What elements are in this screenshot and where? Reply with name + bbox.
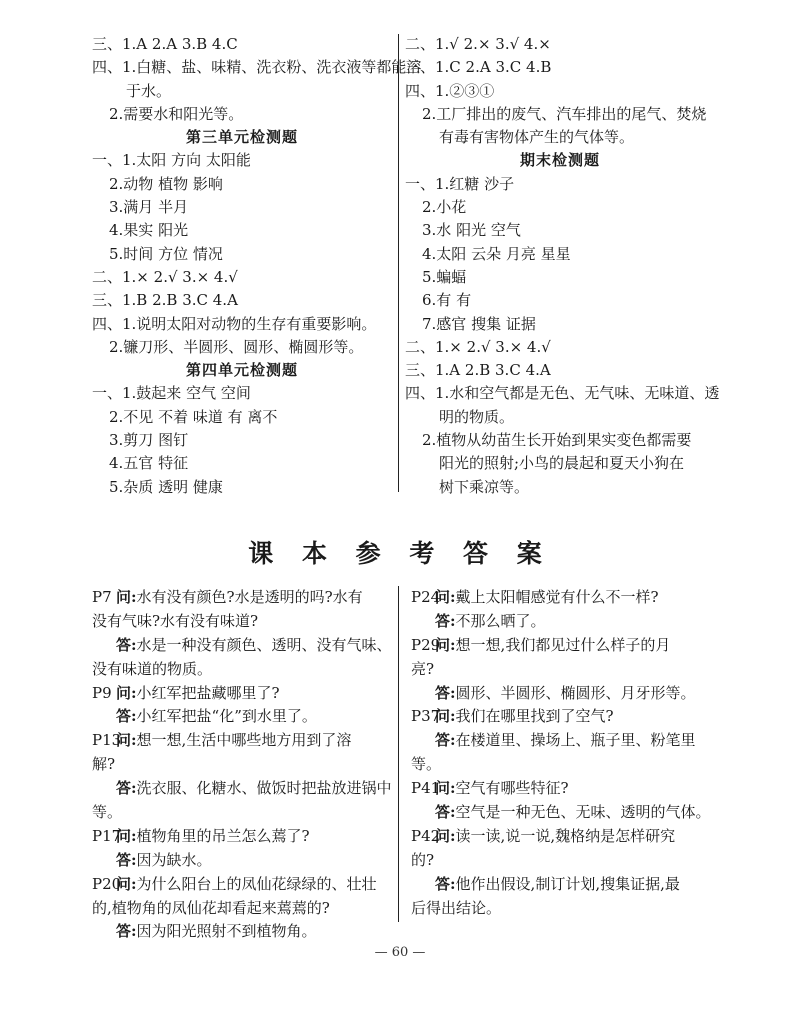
question-line (92, 729, 392, 753)
line-text: 我们在哪里找到了空气? (455, 707, 614, 726)
bottom-left-column (92, 586, 392, 944)
answer-line: 一、1.鼓起来 空气 空间 (92, 384, 251, 403)
answer-line: 三、1.B 2.B 3.C 4.A (92, 291, 238, 310)
continuation-line (92, 658, 392, 682)
bottom-right-column (411, 586, 721, 920)
answer-line: 有毒有害物体产生的气体等。 (439, 128, 635, 147)
line-text: 小红军把盐“化”到水里了。 (136, 707, 317, 726)
line-text: 等。 (411, 755, 442, 774)
line-text: 空气有哪些特征? (455, 779, 569, 798)
continuation-line (411, 897, 721, 921)
line-text: 空气是一种无色、无味、透明的气体。 (455, 803, 711, 822)
continuation-line (411, 658, 721, 682)
answer-line: 三、1.A 2.A 3.B 4.C (92, 35, 238, 53)
page-ref: P9 (92, 683, 112, 702)
section-heading: 第三单元检测题 (185, 128, 298, 147)
question-label: 问: (435, 588, 456, 606)
question-line (92, 873, 392, 897)
question-label: 问: (435, 707, 456, 726)
question-line (92, 586, 392, 610)
continuation-line (92, 610, 392, 634)
answer-line: 四、1.说明太阳对动物的生存有重要影响。 (92, 314, 377, 333)
answer-line: 三、1.A 2.B 3.C 4.A (405, 361, 551, 380)
answer-line: 2.动物 植物 影响 (109, 174, 223, 193)
answer-line: 2.镰刀形、半圆形、圆形、椭圆形等。 (109, 337, 364, 356)
continuation-line (92, 753, 392, 777)
answer-line (411, 801, 721, 825)
answer-line: 明的物质。 (439, 407, 515, 426)
question-line (411, 705, 721, 729)
answer-label: 答: (435, 874, 456, 893)
answer-label: 答: (116, 707, 137, 726)
section-heading: 第四单元检测题 (185, 361, 298, 380)
question-line (92, 825, 392, 849)
line-text: 他作出假设,制订计划,搜集证据,最 (455, 874, 680, 893)
answer-line: 四、1.②③① (405, 81, 495, 100)
answer-line: 7.感官 搜集 证据 (422, 314, 536, 333)
line-text: 因为缺水。 (136, 850, 212, 869)
line-text: 的? (411, 850, 435, 869)
answer-line: 四、1.水和空气都是无色、无气味、无味道、透 (405, 384, 720, 403)
line-text: 想一想,生活中哪些地方用到了溶 (136, 731, 352, 750)
bottom-column-divider (398, 586, 399, 922)
answer-line: 3.水 阳光 空气 (422, 221, 521, 240)
page-ref: P37 (411, 707, 441, 726)
page-ref: P24 (411, 588, 441, 606)
line-text: 后得出结论。 (411, 898, 502, 917)
question-line (92, 682, 392, 706)
question-label: 问: (435, 826, 456, 845)
answer-label: 答: (435, 611, 456, 630)
answer-line (92, 777, 392, 801)
question-label: 问: (116, 588, 137, 606)
answer-line: 2.植物从幼苗生长开始到果实变色都需要 (422, 431, 692, 450)
line-text: 没有气味?水有没有味道? (92, 611, 259, 630)
line-text: 植物角里的吊兰怎么蔫了? (136, 826, 310, 845)
answer-line: 一、1.红糖 沙子 (405, 174, 515, 193)
answer-line (92, 849, 392, 873)
question-label: 问: (116, 826, 137, 845)
answer-line (92, 705, 392, 729)
answer-line: 2.需要水和阳光等。 (109, 104, 244, 123)
answer-line: 树下乘凉等。 (439, 477, 530, 496)
page-ref: P17 (92, 826, 122, 845)
page-ref: P29 (411, 635, 441, 654)
answer-line (92, 920, 392, 944)
line-text: 为什么阳台上的凤仙花绿绿的、壮壮 (136, 874, 377, 893)
answer-line (92, 634, 392, 658)
answer-line: 二、1.√ 2.× 3.√ 4.× (405, 35, 551, 53)
answer-line: 二、1.× 2.√ 3.× 4.√ (405, 337, 551, 356)
answer-line: 2.小花 (422, 198, 467, 217)
question-line (411, 634, 721, 658)
answer-line (411, 729, 721, 753)
question-label: 问: (116, 874, 137, 893)
answer-line: 3.满月 半月 (109, 198, 189, 217)
answer-line: 二、1.× 2.√ 3.× 4.√ (92, 267, 238, 286)
answer-line: 4.太阳 云朵 月亮 星星 (422, 244, 571, 263)
answer-label: 答: (435, 803, 456, 822)
answer-label: 答: (116, 779, 137, 798)
line-text: 等。 (92, 803, 123, 822)
answer-line: 3.剪刀 图钉 (109, 431, 189, 450)
answer-label: 答: (116, 635, 137, 654)
continuation-line (411, 849, 721, 873)
answer-line: 6.有 有 (422, 291, 472, 310)
line-text: 不那么晒了。 (455, 611, 546, 630)
line-text: 圆形、半圆形、椭圆形、月牙形等。 (455, 683, 696, 702)
continuation-line (411, 753, 721, 777)
line-text: 在楼道里、操场上、瓶子里、粉笔里 (455, 731, 696, 750)
answer-label: 答: (116, 850, 137, 869)
line-text: 水是一种没有颜色、透明、没有气味、 (136, 635, 392, 654)
question-line (411, 777, 721, 801)
continuation-line (92, 897, 392, 921)
answer-line (411, 873, 721, 897)
answer-line: 一、1.太阳 方向 太阳能 (92, 151, 251, 170)
section-heading: 期末检测题 (519, 151, 600, 170)
line-text: 水有没有颜色?水是透明的吗?水有 (136, 588, 363, 606)
page-ref: P41 (411, 779, 441, 798)
answer-line: 四、1.白糖、盐、味精、洗衣粉、洗衣液等都能溶 (92, 58, 422, 77)
page-ref: P42 (411, 826, 441, 845)
answer-line: 三、1.C 2.A 3.C 4.B (405, 58, 552, 77)
answer-line: 4.果实 阳光 (109, 221, 189, 240)
page-ref: P20 (92, 874, 122, 893)
question-label: 问: (435, 779, 456, 798)
answer-line: 2.工厂排出的废气、汽车排出的尾气、焚烧 (422, 104, 707, 123)
line-text: 的,植物角的凤仙花却看起来蔫蔫的? (92, 898, 330, 917)
page-ref: P13 (92, 731, 122, 750)
question-line (411, 586, 721, 610)
answer-line (411, 610, 721, 634)
answer-label: 答: (116, 922, 137, 941)
top-right-column (405, 33, 720, 499)
line-text: 戴上太阳帽感觉有什么不一样? (455, 588, 659, 606)
page-number: — 60 — (374, 945, 426, 960)
answer-line: 5.杂质 透明 健康 (109, 477, 223, 496)
question-line (411, 825, 721, 849)
line-text: 小红军把盐藏哪里了? (136, 683, 280, 702)
line-text: 没有味道的物质。 (92, 659, 213, 678)
answer-line (411, 682, 721, 706)
answer-line: 于水。 (126, 81, 172, 100)
question-label: 问: (116, 683, 137, 702)
line-text: 洗衣服、化糖水、做饭时把盐放进锅中 (136, 779, 392, 798)
section-title: 课 本 参 考 答 案 (248, 539, 552, 568)
answer-line: 2.不见 不着 味道 有 离不 (109, 407, 278, 426)
page-ref: P7 (92, 588, 112, 606)
line-text: 想一想,我们都见过什么样子的月 (455, 635, 671, 654)
line-text: 读一读,说一说,魏格纳是怎样研究 (455, 826, 676, 845)
answer-line: 5.蝙蝠 (422, 267, 467, 286)
answer-label: 答: (435, 731, 456, 750)
top-left-column (92, 33, 422, 499)
top-column-divider (398, 34, 399, 492)
question-label: 问: (116, 731, 137, 750)
answer-line: 4.五官 特征 (109, 454, 189, 473)
line-text: 因为阳光照射不到植物角。 (136, 922, 317, 941)
answer-label: 答: (435, 683, 456, 702)
answer-line: 5.时间 方位 情况 (109, 244, 223, 263)
answer-line: 阳光的照射;小鸟的晨起和夏天小狗在 (439, 454, 685, 473)
question-label: 问: (435, 635, 456, 654)
continuation-line (92, 801, 392, 825)
line-text: 亮? (411, 659, 435, 678)
line-text: 解? (92, 755, 116, 774)
